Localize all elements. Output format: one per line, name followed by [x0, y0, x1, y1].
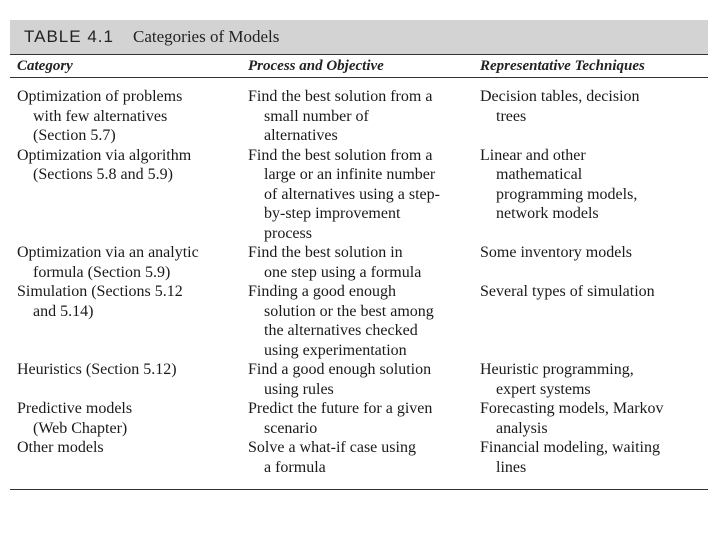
- cell-line: lines: [496, 458, 527, 476]
- cell-line: Predict the future for a given: [248, 400, 433, 417]
- cell-category: [10, 243, 248, 282]
- cell-category: [10, 360, 248, 399]
- cell-line: scenario: [264, 419, 318, 437]
- cell-line: using rules: [264, 380, 334, 398]
- cell-line: Decision tables, decision: [480, 88, 640, 105]
- models-table: [10, 20, 708, 490]
- table-row: [10, 243, 708, 282]
- cell-line: Linear and other: [480, 146, 586, 164]
- header-techniques: Representative Techniques: [480, 57, 645, 74]
- table-title-bar: [10, 20, 708, 54]
- cell-category: [10, 146, 248, 244]
- cell-line: and 5.14): [33, 302, 94, 320]
- cell-line: Finding a good enough: [248, 283, 396, 300]
- cell-line: by-step improvement: [264, 205, 401, 222]
- cell-techniques: [480, 146, 708, 244]
- cell-techniques: [480, 438, 708, 477]
- cell-line: Heuristics (Section 5.12): [17, 361, 177, 378]
- cell-techniques: [480, 243, 708, 282]
- table-row: [10, 282, 708, 360]
- cell-line: Some inventory models: [480, 244, 632, 261]
- cell-line: a formula: [264, 458, 326, 476]
- cell-line: Find the best solution from a: [248, 88, 433, 105]
- cell-line: of alternatives using a step-: [264, 185, 440, 203]
- cell-line: Several types of simulation: [480, 283, 655, 300]
- cell-line: Heuristic programming,: [480, 361, 634, 378]
- table-bottom-rule: [10, 489, 708, 490]
- cell-line: solution or the best among: [264, 302, 434, 320]
- cell-techniques: [480, 399, 708, 438]
- cell-line: process: [264, 224, 312, 242]
- cell-line: trees: [496, 107, 527, 125]
- cell-process: [248, 146, 480, 244]
- cell-process: [248, 438, 480, 477]
- cell-line: Other models: [17, 439, 104, 456]
- cell-line: Simulation (Sections 5.12: [17, 283, 183, 300]
- cell-line: (Sections 5.8 and 5.9): [33, 166, 173, 183]
- cell-line: Solve a what-if case using: [248, 439, 416, 456]
- cell-line: mathematical: [496, 166, 583, 183]
- cell-process: [248, 360, 480, 399]
- cell-line: Find the best solution from a: [248, 146, 433, 164]
- cell-line: Find the best solution in: [248, 244, 403, 261]
- cell-process: [248, 243, 480, 282]
- cell-line: (Section 5.7): [33, 127, 116, 144]
- cell-line: Optimization via an analytic: [17, 244, 199, 261]
- cell-line: network models: [496, 205, 599, 222]
- cell-line: Optimization via algorithm: [17, 146, 192, 164]
- table-row: [10, 87, 708, 146]
- header-process: Process and Objective: [248, 57, 384, 74]
- table-number: TABLE 4.1: [24, 27, 114, 46]
- cell-line: Find a good enough solution: [248, 361, 432, 378]
- cell-line: the alternatives checked: [264, 322, 418, 339]
- cell-line: one step using a formula: [264, 263, 422, 281]
- cell-line: (Web Chapter): [33, 419, 128, 437]
- table-row: [10, 399, 708, 438]
- cell-line: large or an infinite number: [264, 166, 436, 183]
- table-body: [10, 78, 708, 489]
- cell-line: Financial modeling, waiting: [480, 439, 660, 456]
- cell-techniques: [480, 87, 708, 146]
- cell-techniques: [480, 282, 708, 360]
- table-header-row: [10, 55, 708, 77]
- cell-line: with few alternatives: [33, 107, 168, 125]
- cell-category: [10, 399, 248, 438]
- header-category: Category: [17, 57, 73, 74]
- table-row: [10, 146, 708, 244]
- cell-line: small number of: [264, 107, 369, 125]
- cell-category: [10, 438, 248, 477]
- cell-category: [10, 282, 248, 360]
- cell-line: Predictive models: [17, 400, 133, 417]
- cell-line: formula (Section 5.9): [33, 263, 171, 281]
- cell-process: [248, 282, 480, 360]
- cell-line: programming models,: [496, 185, 638, 203]
- cell-process: [248, 399, 480, 438]
- cell-techniques: [480, 360, 708, 399]
- table-row: [10, 360, 708, 399]
- cell-line: expert systems: [496, 380, 591, 398]
- cell-category: [10, 87, 248, 146]
- cell-process: [248, 87, 480, 146]
- cell-line: using experimentation: [264, 341, 407, 359]
- cell-line: Optimization of problems: [17, 88, 183, 105]
- table-title: Categories of Models: [133, 27, 280, 46]
- table-row: [10, 438, 708, 477]
- cell-line: alternatives: [264, 127, 338, 144]
- cell-line: analysis: [496, 419, 548, 437]
- cell-line: Forecasting models, Markov: [480, 400, 664, 417]
